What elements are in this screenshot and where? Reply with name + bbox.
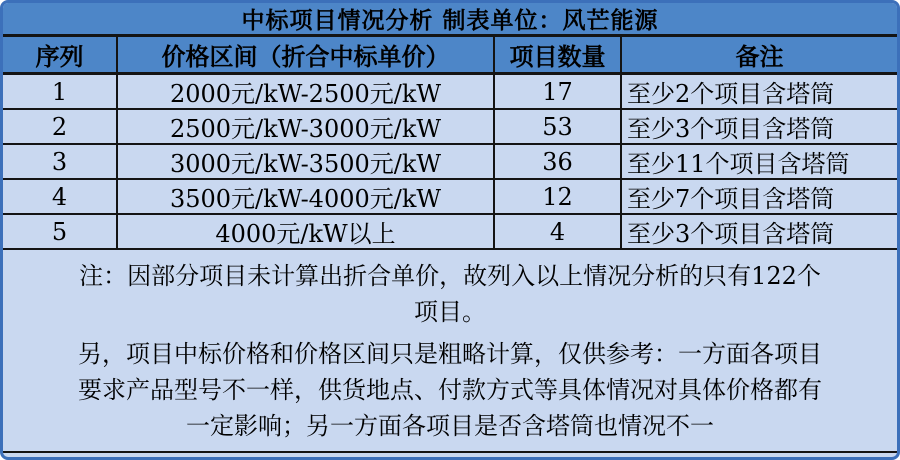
header-price-range: 价格区间（折合中标单价） — [118, 37, 495, 72]
note-paragraph-2 — [3, 336, 897, 444]
cell-sequence: 4 — [3, 180, 118, 213]
cell-remark: 至少3个项目含塔筒 — [627, 220, 835, 248]
cell-sequence: 3 — [3, 145, 118, 178]
cell-price-range: 3500元/kW-4000元/kW — [118, 180, 495, 213]
cell-sequence: 1 — [3, 75, 118, 108]
cell-price-range: 3000元/kW-3500元/kW — [118, 145, 495, 178]
note-line: 一定影响；另一方面各项目是否含塔筒也情况不一 — [186, 412, 714, 440]
note-line: 另，项目中标价格和价格区间只是粗略计算，仅供参考：一方面各项目 — [78, 340, 822, 368]
cell-project-count: 53 — [495, 110, 622, 143]
cell-remark: 至少7个项目含塔筒 — [627, 185, 835, 213]
cell-project-count: 4 — [495, 215, 622, 248]
table-row — [3, 215, 897, 250]
note-line: 注：因部分项目未计算出折合单价，故列入以上情况分析的只有122个 — [79, 262, 821, 290]
note-line: 要求产品型号不一样，供货地点、付款方式等具体情况对具体价格都有 — [78, 376, 822, 404]
cell-remark: 至少3个项目含塔筒 — [627, 115, 835, 143]
table-row — [3, 180, 897, 215]
table-title: 中标项目情况分析 制表单位：风芒能源 — [3, 3, 897, 37]
table-row — [3, 110, 897, 145]
table-row — [3, 75, 897, 110]
cell-project-count: 12 — [495, 180, 622, 213]
cell-project-count: 36 — [495, 145, 622, 178]
cell-sequence: 2 — [3, 110, 118, 143]
cell-project-count: 17 — [495, 75, 622, 108]
cell-price-range: 2500元/kW-3000元/kW — [118, 110, 495, 143]
header-project-count: 项目数量 — [495, 37, 622, 72]
note-paragraph-1 — [3, 258, 897, 330]
cell-remark: 至少11个项目含塔筒 — [627, 150, 850, 178]
cell-price-range: 2000元/kW-2500元/kW — [118, 75, 495, 108]
cell-sequence: 5 — [3, 215, 118, 248]
cell-remark: 至少2个项目含塔筒 — [627, 80, 835, 108]
header-sequence: 序列 — [3, 37, 118, 72]
notes-area — [3, 250, 897, 453]
header-row — [3, 37, 897, 75]
cell-price-range: 4000元/kW以上 — [118, 215, 495, 248]
table-row — [3, 145, 897, 180]
header-remark: 备注 — [735, 42, 784, 71]
note-line: 项目。 — [414, 298, 486, 326]
